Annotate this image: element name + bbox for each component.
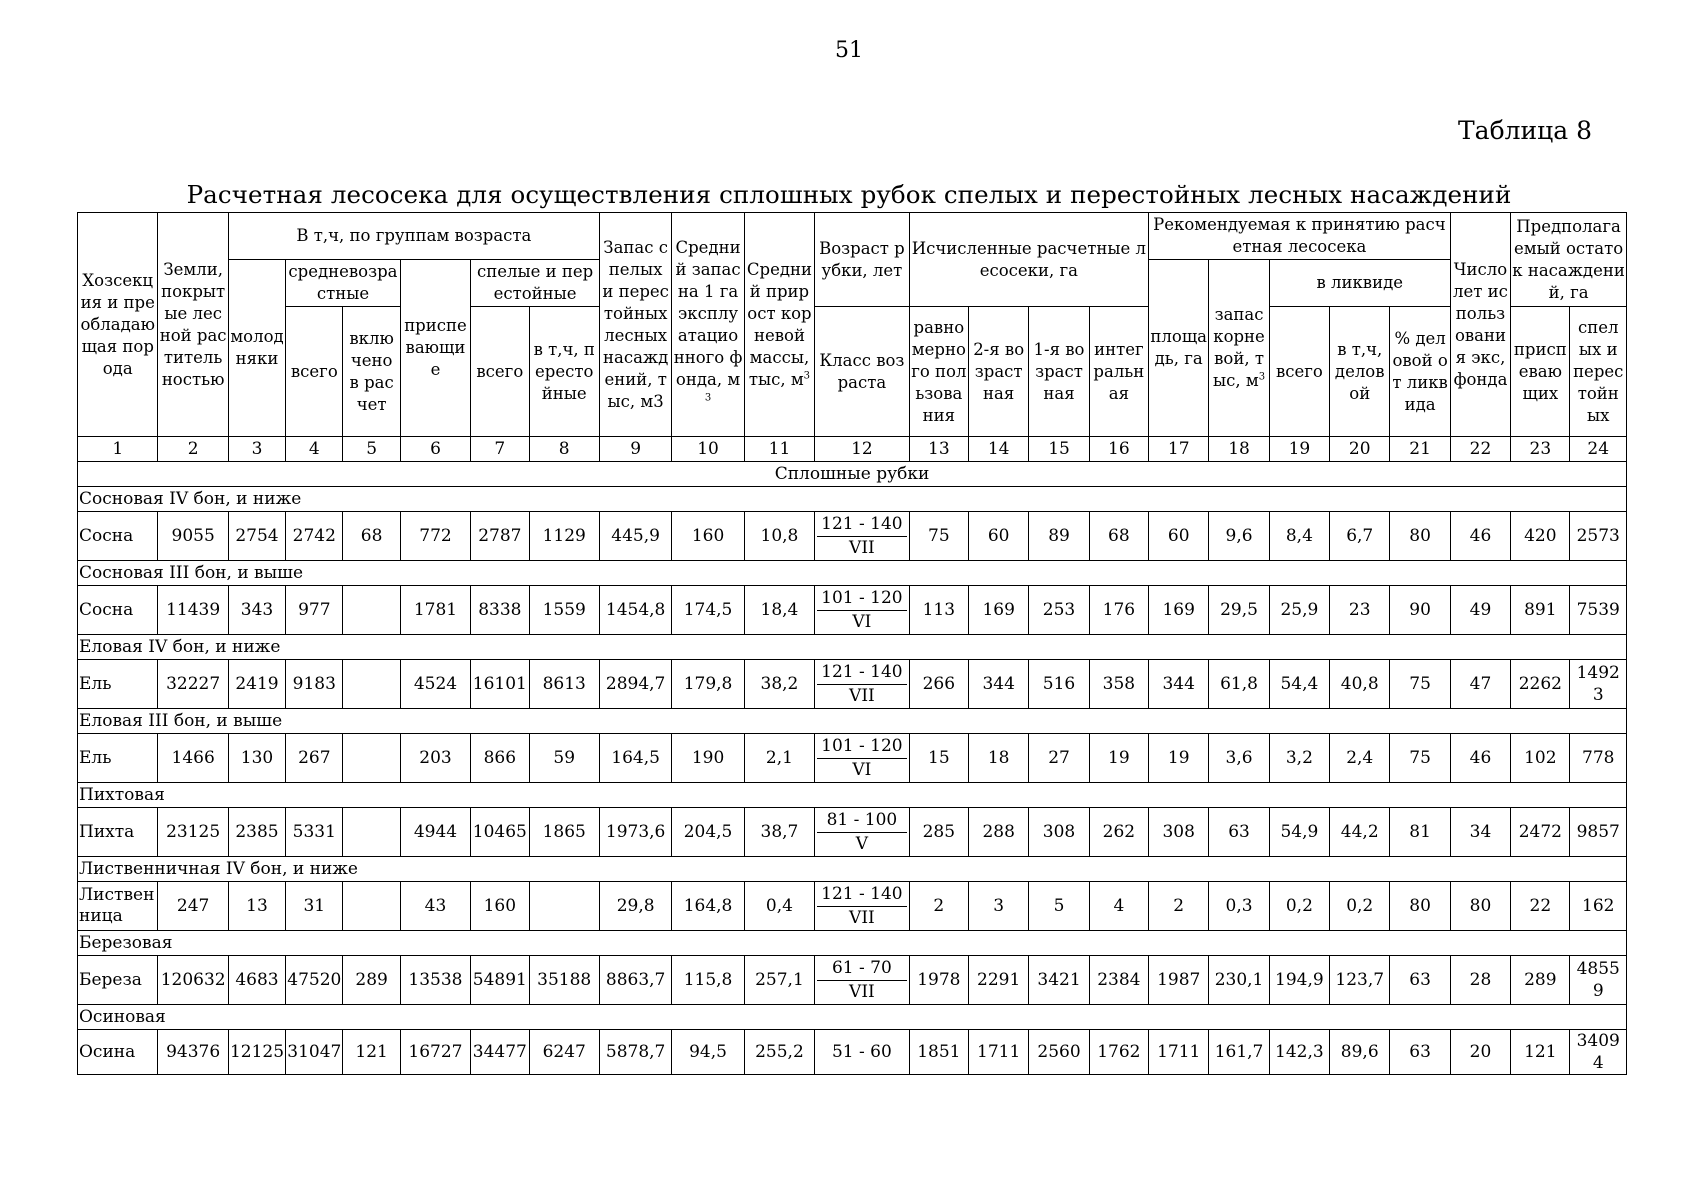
group-title: Сосновая III бон, и выше [78,561,1627,586]
cell-c17: 344 [1149,660,1209,709]
cell-c6: 43 [400,882,470,931]
header-young: молодняки [228,260,285,437]
cell-c13: 266 [909,660,968,709]
table-row [78,882,1627,931]
cut-age-cell [815,882,910,931]
age-class: V [855,833,869,854]
species-name: Осина [78,1030,158,1075]
cell-c8: 1865 [529,808,599,857]
cell-c5 [343,808,400,857]
cell-c13: 113 [909,586,968,635]
cell-c24: 34094 [1570,1030,1627,1075]
column-number: 2 [158,437,228,462]
cell-c15: 308 [1029,808,1089,857]
cell-c14: 169 [969,586,1029,635]
cell-c19: 8,4 [1269,512,1329,561]
header-area: площадь, га [1149,260,1209,437]
cell-c22: 46 [1450,734,1510,783]
cell-c10: 179,8 [672,660,744,709]
cell-c7: 54891 [471,956,529,1005]
age-class: VI [852,759,872,780]
column-number: 22 [1450,437,1510,462]
cell-c7: 10465 [471,808,529,857]
column-number: 21 [1390,437,1450,462]
cell-c24: 7539 [1570,586,1627,635]
group-title: Сосновая IV бон, и ниже [78,487,1627,512]
cell-c22: 47 [1450,660,1510,709]
forest-cut-table [77,212,1627,1075]
header-years: Число лет использования экс, фонда [1450,213,1510,437]
header-remaining: Предполагаемый остаток насаждений, га [1511,213,1627,307]
cell-c23: 2262 [1511,660,1570,709]
cell-c5 [343,882,400,931]
cell-c3: 2385 [228,808,285,857]
cell-c9: 1973,6 [599,808,671,857]
cell-c10: 174,5 [672,586,744,635]
cell-c15: 5 [1029,882,1089,931]
cell-c23: 289 [1511,956,1570,1005]
cell-c19: 142,3 [1269,1030,1329,1075]
cell-c6: 203 [400,734,470,783]
cell-c2: 94376 [158,1030,228,1075]
header-premature: приспевающие [400,260,470,437]
cell-c8: 6247 [529,1030,599,1075]
cell-c19: 54,9 [1269,808,1329,857]
cell-c15: 89 [1029,512,1089,561]
column-number: 13 [909,437,968,462]
header-forest-land: Земли, покрытые лесной растительностью [158,213,228,437]
cell-c7: 16101 [471,660,529,709]
cell-c14: 2291 [969,956,1029,1005]
column-number-row [78,437,1627,462]
group-row [78,709,1627,734]
header-integral: интегральная [1089,307,1148,437]
cell-c20: 6,7 [1330,512,1390,561]
cell-c4: 31047 [286,1030,343,1075]
cell-c9: 1454,8 [599,586,671,635]
cell-c13: 285 [909,808,968,857]
group-row [78,487,1627,512]
cut-age: 101 - 120 [817,587,907,611]
cell-c5: 289 [343,956,400,1005]
cell-c3: 2754 [228,512,285,561]
cell-c10: 190 [672,734,744,783]
cell-c3: 2419 [228,660,285,709]
cell-c23: 2472 [1511,808,1570,857]
cell-c10: 164,8 [672,882,744,931]
column-number: 24 [1570,437,1627,462]
group-title: Пихтовая [78,783,1627,808]
cell-c16: 68 [1089,512,1148,561]
cell-c20: 0,2 [1330,882,1390,931]
group-row [78,635,1627,660]
cell-c5 [343,586,400,635]
cell-c24: 48559 [1570,956,1627,1005]
cell-c22: 20 [1450,1030,1510,1075]
cell-c17: 19 [1149,734,1209,783]
header-mature-total: всего [471,307,529,437]
cell-c24: 9857 [1570,808,1627,857]
cell-c3: 12125 [228,1030,285,1075]
group-title: Осиновая [78,1005,1627,1030]
cell-c8: 1559 [529,586,599,635]
cell-c16: 4 [1089,882,1148,931]
group-row [78,561,1627,586]
cell-c4: 977 [286,586,343,635]
cell-c2: 9055 [158,512,228,561]
cell-c8: 1129 [529,512,599,561]
column-number: 12 [815,437,910,462]
species-name: Ель [78,734,158,783]
cell-c5 [343,660,400,709]
species-name: Береза [78,956,158,1005]
cut-age: 121 - 140 [817,661,907,685]
age-class: VII [849,685,875,706]
cell-c21: 75 [1390,734,1450,783]
table-row [78,956,1627,1005]
cell-c24: 14923 [1570,660,1627,709]
cell-c6: 772 [400,512,470,561]
cell-c8: 8613 [529,660,599,709]
cell-c24: 162 [1570,882,1627,931]
cell-c13: 75 [909,512,968,561]
cell-c18: 0,3 [1209,882,1269,931]
header-species: Хозсекция и преобладающая порода [78,213,158,437]
cell-c16: 19 [1089,734,1148,783]
column-number: 15 [1029,437,1089,462]
cell-c24: 778 [1570,734,1627,783]
cell-c16: 358 [1089,660,1148,709]
page-number: 51 [835,38,863,63]
column-number: 6 [400,437,470,462]
cut-age-cell [815,586,910,635]
cell-c3: 343 [228,586,285,635]
cell-c18: 230,1 [1209,956,1269,1005]
column-number: 18 [1209,437,1269,462]
cell-c4: 47520 [286,956,343,1005]
cell-c13: 15 [909,734,968,783]
cell-c15: 253 [1029,586,1089,635]
cell-c22: 49 [1450,586,1510,635]
cell-c10: 115,8 [672,956,744,1005]
age-class: VII [849,537,875,558]
header-liquid-total: всего [1269,307,1329,437]
cell-c23: 102 [1511,734,1570,783]
header-age-groups: В т,ч, по группам возраста [228,213,599,260]
cell-c22: 34 [1450,808,1510,857]
cell-c3: 4683 [228,956,285,1005]
cell-c23: 22 [1511,882,1570,931]
age-class: VI [852,611,872,632]
cell-c21: 90 [1390,586,1450,635]
cell-c20: 23 [1330,586,1390,635]
cell-c2: 1466 [158,734,228,783]
cut-age: 61 - 70 [817,957,907,981]
cell-c13: 1978 [909,956,968,1005]
table-row [78,586,1627,635]
header-first-age: 1-я возрастная [1029,307,1089,437]
cell-c14: 18 [969,734,1029,783]
age-class: VII [849,907,875,928]
cell-c16: 262 [1089,808,1148,857]
cut-age-cell [815,956,910,1005]
cell-c17: 2 [1149,882,1209,931]
cut-age: 121 - 140 [817,883,907,907]
cell-c18: 63 [1209,808,1269,857]
header-stock-mature: Запас спелых и перестойных лесных насаждений, тыс, м3 [599,213,671,437]
cut-age: 101 - 120 [817,735,907,759]
cell-c9: 29,8 [599,882,671,931]
cell-c11: 255,2 [744,1030,814,1075]
group-row [78,857,1627,882]
cell-c11: 10,8 [744,512,814,561]
group-row [78,931,1627,956]
cell-c10: 94,5 [672,1030,744,1075]
cell-c6: 16727 [400,1030,470,1075]
species-name: Пихта [78,808,158,857]
cell-c17: 60 [1149,512,1209,561]
cell-c6: 13538 [400,956,470,1005]
cell-c23: 121 [1511,1030,1570,1075]
cell-c7: 34477 [471,1030,529,1075]
cell-c8: 59 [529,734,599,783]
cell-c17: 308 [1149,808,1209,857]
cell-c21: 81 [1390,808,1450,857]
group-title: Березовая [78,931,1627,956]
column-number: 17 [1149,437,1209,462]
column-number: 3 [228,437,285,462]
column-number: 4 [286,437,343,462]
cell-c11: 257,1 [744,956,814,1005]
column-number: 5 [343,437,400,462]
cell-c19: 0,2 [1269,882,1329,931]
header-middle-aged: средневозрастные [286,260,401,307]
cell-c22: 28 [1450,956,1510,1005]
cut-age: 121 - 140 [817,513,907,537]
group-title: Еловая IV бон, и ниже [78,635,1627,660]
cut-age-cell [815,808,910,857]
header-avg-stock: Средний запас на 1 га эксплуатационного фонда, $м^3$ [672,213,744,437]
cell-c10: 204,5 [672,808,744,857]
age-class: VII [849,981,875,1002]
cell-c5 [343,734,400,783]
cell-c10: 160 [672,512,744,561]
cell-c20: 89,6 [1330,1030,1390,1075]
cell-c15: 2560 [1029,1030,1089,1075]
column-number: 23 [1511,437,1570,462]
header-remain-mature: спелых и перестойных [1570,307,1627,437]
header-middle-total: всего [286,307,343,437]
cut-age: 81 - 100 [817,809,907,833]
column-number: 14 [969,437,1029,462]
cell-c14: 288 [969,808,1029,857]
cell-c9: 2894,7 [599,660,671,709]
header-age-class: Класс возраста [815,307,910,437]
cell-c4: 2742 [286,512,343,561]
cell-c4: 5331 [286,808,343,857]
table-row [78,1030,1627,1075]
cell-c2: 32227 [158,660,228,709]
header-mature-overmature: спелые и перестойные [471,260,600,307]
species-name: Сосна [78,586,158,635]
cell-c2: 11439 [158,586,228,635]
cut-age-cell [815,512,910,561]
cell-c21: 63 [1390,1030,1450,1075]
cell-c2: 247 [158,882,228,931]
cell-c19: 3,2 [1269,734,1329,783]
cell-c11: 38,7 [744,808,814,857]
cell-c11: 0,4 [744,882,814,931]
cell-c21: 80 [1390,882,1450,931]
section-title: Сплошные рубки [78,462,1627,487]
header-remain-premature: приспевающих [1511,307,1570,437]
cell-c9: 164,5 [599,734,671,783]
header-cut-age: Возраст рубки, лет [815,213,910,307]
header-root-stock: запас корневой, тыс, $м^3$ [1209,260,1269,437]
cut-age: 51 - 60 [815,1030,910,1075]
cell-c18: 9,6 [1209,512,1269,561]
cell-c14: 3 [969,882,1029,931]
species-name: Лиственница [78,882,158,931]
cell-c19: 25,9 [1269,586,1329,635]
cell-c11: 2,1 [744,734,814,783]
group-row [78,783,1627,808]
table-row [78,808,1627,857]
cell-c5: 121 [343,1030,400,1075]
cell-c21: 75 [1390,660,1450,709]
cell-c18: 3,6 [1209,734,1269,783]
header-second-age: 2-я возрастная [969,307,1029,437]
species-name: Сосна [78,512,158,561]
cell-c7: 160 [471,882,529,931]
header-recommended: Рекомендуемая к принятию расчетная лесосека [1149,213,1451,260]
cell-c11: 18,4 [744,586,814,635]
cell-c17: 1987 [1149,956,1209,1005]
table-row [78,660,1627,709]
cell-c8: 35188 [529,956,599,1005]
cell-c3: 13 [228,882,285,931]
species-name: Ель [78,660,158,709]
cell-c6: 1781 [400,586,470,635]
cell-c16: 176 [1089,586,1148,635]
cell-c20: 44,2 [1330,808,1390,857]
cell-c19: 54,4 [1269,660,1329,709]
header-business-pct: % деловой от ликвида [1390,307,1450,437]
cell-c20: 123,7 [1330,956,1390,1005]
cut-age-cell [815,660,910,709]
column-number: 19 [1269,437,1329,462]
column-number: 10 [672,437,744,462]
cell-c5: 68 [343,512,400,561]
cell-c16: 2384 [1089,956,1148,1005]
cell-c7: 2787 [471,512,529,561]
cell-c16: 1762 [1089,1030,1148,1075]
cell-c23: 891 [1511,586,1570,635]
cell-c9: 445,9 [599,512,671,561]
cell-c14: 60 [969,512,1029,561]
cell-c17: 1711 [1149,1030,1209,1075]
cell-c19: 194,9 [1269,956,1329,1005]
header-calculated: Исчисленные расчетные лесосеки, га [909,213,1148,307]
cell-c8 [529,882,599,931]
cell-c7: 866 [471,734,529,783]
cell-c4: 9183 [286,660,343,709]
cell-c24: 2573 [1570,512,1627,561]
column-number: 11 [744,437,814,462]
group-row [78,1005,1627,1030]
header-uniform: равномерного пользования [909,307,968,437]
cell-c11: 38,2 [744,660,814,709]
cell-c20: 40,8 [1330,660,1390,709]
section-row [78,462,1627,487]
header-liquid: в ликвиде [1269,260,1450,307]
cell-c20: 2,4 [1330,734,1390,783]
cell-c18: 161,7 [1209,1030,1269,1075]
cut-age-cell [815,734,910,783]
table-title: Расчетная лесосека для осуществления сплошных рубок спелых и перестойных лесных насаждений [186,180,1512,209]
cell-c3: 130 [228,734,285,783]
cell-c18: 61,8 [1209,660,1269,709]
cell-c6: 4944 [400,808,470,857]
cell-c7: 8338 [471,586,529,635]
cell-c14: 1711 [969,1030,1029,1075]
column-number: 7 [471,437,529,462]
table-row [78,734,1627,783]
cell-c4: 31 [286,882,343,931]
column-number: 8 [529,437,599,462]
column-number: 16 [1089,437,1148,462]
cell-c15: 27 [1029,734,1089,783]
cell-c9: 8863,7 [599,956,671,1005]
cell-c18: 29,5 [1209,586,1269,635]
cell-c4: 267 [286,734,343,783]
cell-c6: 4524 [400,660,470,709]
cell-c21: 80 [1390,512,1450,561]
header-middle-included: включено в расчет [343,307,400,437]
cell-c22: 80 [1450,882,1510,931]
cell-c9: 5878,7 [599,1030,671,1075]
group-title: Еловая III бон, и выше [78,709,1627,734]
table-label: Таблица 8 [1457,116,1592,145]
column-number: 1 [78,437,158,462]
cell-c14: 344 [969,660,1029,709]
cell-c23: 420 [1511,512,1570,561]
column-number: 9 [599,437,671,462]
cell-c13: 2 [909,882,968,931]
column-number: 20 [1330,437,1390,462]
header-overmature: в т,ч, перестойные [529,307,599,437]
cell-c22: 46 [1450,512,1510,561]
cell-c13: 1851 [909,1030,968,1075]
cell-c2: 120632 [158,956,228,1005]
header-avg-growth: Средний прирост корневой массы, тыс, $м^3$ [744,213,814,437]
cell-c2: 23125 [158,808,228,857]
header-business: в т,ч, деловой [1330,307,1390,437]
cell-c15: 3421 [1029,956,1089,1005]
cell-c15: 516 [1029,660,1089,709]
group-title: Лиственничная IV бон, и ниже [78,857,1627,882]
table-row [78,512,1627,561]
cell-c17: 169 [1149,586,1209,635]
cell-c21: 63 [1390,956,1450,1005]
